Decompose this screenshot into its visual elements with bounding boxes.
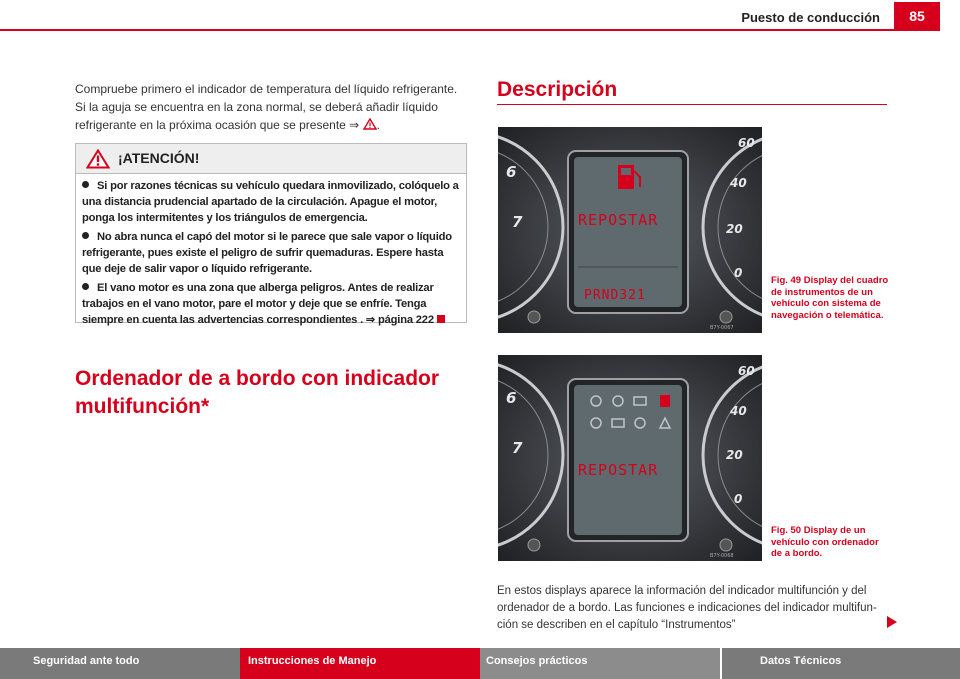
description-paragraph: En estos displays aparece la información del indicador multifunción y del ordenador de a bordo. Las funciones e indicaciones del indicador multifun-ción se describen en el capítulo “Instrumentos”: [497, 585, 877, 631]
next-page-arrow-icon[interactable]: [887, 616, 897, 628]
bullet-icon: [82, 283, 89, 290]
footer-nav: [0, 648, 960, 679]
figure-49-caption: Fig. 49 Display del cuadro de instrumentos de un vehículo con sistema de navegación o telemática.: [771, 275, 889, 321]
svg-text:40: 40: [730, 176, 747, 190]
section-title: Puesto de conducción: [741, 10, 880, 25]
intro-text: Compruebe primero el indicador de temperatura del líquido refrigerante. Si la aguja se encuentra en la zona normal, se deberá añadir líquido refrigerante en la próxima ocasión que se presente ⇒: [75, 82, 458, 132]
gear-indicator: PRND321: [584, 288, 646, 303]
intro-paragraph: [75, 80, 467, 134]
figure-code: B7Y-0068: [710, 553, 734, 559]
warning-box: [75, 143, 467, 326]
page-number: 85: [894, 2, 940, 30]
bullet-icon: [82, 181, 89, 188]
tab-consejos[interactable]: Consejos prácticos: [480, 648, 720, 679]
svg-text:7: 7: [512, 439, 523, 457]
figure-code: B7Y-0067: [710, 325, 734, 331]
svg-text:60: 60: [738, 364, 755, 378]
figure-49-image: [498, 127, 762, 333]
svg-text:7: 7: [512, 213, 523, 231]
page-header: [0, 0, 960, 36]
tab-datos[interactable]: Datos Técnicos: [720, 648, 960, 679]
warning-header: [76, 144, 466, 174]
svg-text:20: 20: [726, 448, 743, 462]
figure-50-caption: Fig. 50 Display de un vehículo con ordenador de a bordo.: [771, 525, 879, 559]
header-rule: [0, 29, 940, 31]
end-marker-icon: [437, 315, 445, 323]
warning-title: ¡ATENCIÓN!: [118, 150, 200, 166]
figure-50-image: [498, 355, 762, 561]
warning-item: No abra nunca el capó del motor si le parece que sale vapor o líquido refrigerante, pues existe el peligro de sufrir quemaduras. Espere hasta que deje de salir vapor o líquido refrigerante.: [82, 231, 452, 275]
display-text: REPOSTAR: [578, 461, 659, 479]
bullet-icon: [82, 232, 89, 239]
warning-item: Si por razones técnicas su vehículo quedara inmovilizado, colóquelo a una distancia prudencial apartado de la circulación. Apague el motor, ponga los intermitentes y los triángulos de emergencia.: [82, 180, 459, 224]
svg-text:0: 0: [734, 266, 743, 280]
svg-text:40: 40: [730, 404, 747, 418]
warning-triangle-icon: [86, 149, 110, 169]
warning-item: El vano motor es una zona que alberga peligros. Antes de realizar trabajos en el vano motor, pare el motor y deje que se enfríe. Tenga siempre en cuenta las advertencias correspondientes . ⇒ página 222: [82, 280, 460, 328]
tab-instrucciones[interactable]: Instrucciones de Manejo: [240, 648, 480, 679]
tab-seguridad[interactable]: Seguridad ante todo: [0, 648, 240, 679]
svg-text:6: 6: [506, 389, 517, 407]
section-heading-descripcion: Descripción: [497, 78, 618, 101]
warning-triangle-icon: [363, 118, 377, 130]
warning-list: [76, 174, 466, 328]
svg-text:6: 6: [506, 163, 517, 181]
section-heading-ordenador: Ordenador de a bordo con indicador multifunción*: [75, 367, 440, 418]
svg-text:60: 60: [738, 136, 755, 150]
svg-text:0: 0: [734, 492, 743, 506]
intro-end: .: [376, 118, 380, 132]
heading-rule: [497, 104, 887, 105]
display-text: REPOSTAR: [578, 211, 659, 229]
svg-text:20: 20: [726, 222, 743, 236]
